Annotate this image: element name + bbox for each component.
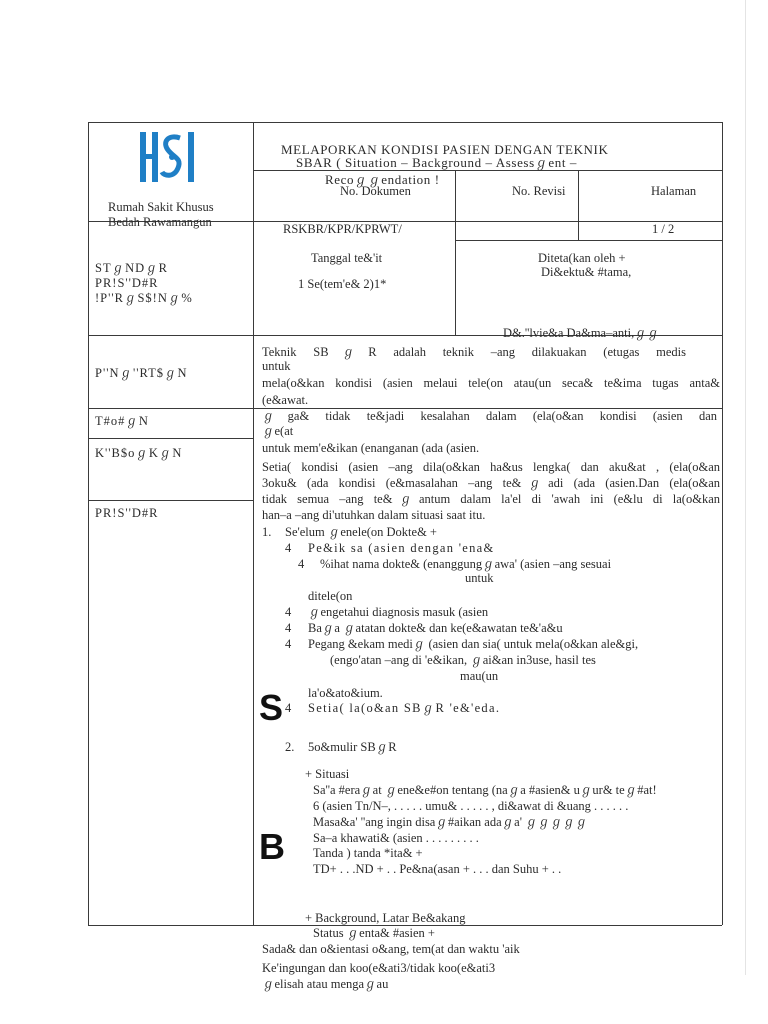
- situasi-line: TD+ . . .ND + . . Pe&na(asan + . . . dan Suhu + . .: [313, 862, 562, 876]
- step-item: untuk: [465, 571, 494, 585]
- step-title: Se'elum ℊenele(on Dokte& +: [285, 525, 437, 539]
- no-dokumen-label: No. Dokumen: [340, 184, 411, 198]
- section-label-standar: !P''RℊS$!Nℊ%: [95, 291, 193, 305]
- sbar-letter-b: B: [259, 826, 285, 867]
- hsi-logo: [138, 128, 200, 186]
- table-rule: [578, 170, 579, 240]
- document-title-line: SBAR ( Situation – Background – Assessℊent –: [296, 155, 577, 170]
- situasi-line: Tanda ) tanda *ita& +: [313, 846, 423, 860]
- hsi-logo-icon: [138, 128, 200, 186]
- step-item: Pe&ik sa (asien dengan 'ena&: [308, 541, 495, 555]
- step-item: %ihat nama dokte& (enanggungℊawa' (asien –ang sesuai: [320, 557, 612, 571]
- hospital-name-line: Bedah Rawamangun: [108, 215, 212, 229]
- bullet-marker: 4: [285, 621, 292, 635]
- situasi-line: 6 (asien Tn/N–, . . . . . umu& . . . . . , di&awat di &uang . . . . . .: [313, 799, 629, 813]
- halaman-value: 1 / 2: [652, 222, 675, 236]
- tanggal-terbit-value: 1 Se(tem'e& 2)1*: [298, 277, 387, 291]
- document-title-line: MELAPORKAN KONDISI PASIEN DENGAN TEKNIK: [281, 142, 609, 157]
- step-number: 2.: [285, 740, 295, 754]
- section-label-pengertian: P''Nℊ''RT$ℊN: [95, 366, 188, 380]
- situasi-heading: + Situasi: [305, 767, 350, 781]
- continuation-line: Sada& dan o&ientasi o&ang, tem(at dan waktu 'aik: [262, 942, 520, 956]
- kebijakan-text-line: tidak semua –ang te&ℊantum dalam la'el di 'awah ini (e&lu di la(o&kan: [262, 492, 720, 506]
- table-border-left: [88, 122, 89, 925]
- section-label-tujuan: T#o#ℊN: [95, 414, 149, 428]
- step-item: Baℊa ℊatatan dokte& dan ke(e&awatan te&'a&u: [308, 621, 563, 635]
- tujuan-text-line: untuk mem'e&ikan (enanganan (ada (asien.: [262, 441, 480, 455]
- section-label-prosedur: PR!S''D#R: [95, 506, 159, 520]
- table-border-right: [722, 122, 723, 925]
- situasi-line: Sa''a #eraℊat ℊene&e#on tentang (naℊa #asien& uℊur& teℊ#at!: [313, 783, 657, 797]
- situasi-line: Sa–a khawati& (asien . . . . . . . . .: [313, 831, 479, 845]
- page-edge-line: [745, 0, 746, 975]
- ditetapkan-line: Diteta(kan oleh +: [538, 251, 626, 265]
- document-title-line: Recoℊℊendation !: [325, 172, 440, 187]
- pengertian-text-line: mela(o&kan kondisi (asien melaui tele(on atau(un seca& te&ima tugas anta&: [262, 376, 720, 390]
- kebijakan-text-line: han–a –ang di'utuhkan dalam situasi saat itu.: [262, 508, 486, 522]
- step-item: (engo'atan –ang di 'e&ikan, ℊai&an in3use, hasil tes: [330, 653, 596, 667]
- bullet-marker: 4: [285, 637, 292, 651]
- no-dokumen-value: RSKBR/KPR/KPRWT/: [283, 222, 402, 236]
- step-title: 5o&mulir SBℊR: [308, 740, 397, 754]
- step-item: ditele(on: [308, 589, 353, 603]
- kebijakan-text-line: 3oku& (ada kondisi (e&masalahan –ang te&ℊadi (ada (asien.Dan (ela(o&an: [262, 476, 720, 490]
- situasi-line: Masa&a' ''ang ingin disaℊ#aikan adaℊa' ℊℊℊℊℊ: [313, 815, 588, 829]
- tujuan-text-line: ℊe(at: [262, 424, 294, 438]
- table-rule: [88, 438, 253, 439]
- bullet-marker: 4: [285, 605, 292, 619]
- section-label-standar: STℊNDℊR: [95, 261, 168, 275]
- no-revisi-label: No. Revisi: [512, 184, 566, 198]
- kebijakan-text-line: Setia( kondisi (asien –ang dila(o&kan ha&us lengka( dan aku&at , (ela(o&an: [262, 460, 720, 474]
- background-heading: + Background, Latar Be&akang: [305, 911, 466, 925]
- section-label-kebijakan: K''B$oℊKℊN: [95, 446, 183, 460]
- continuation-line: ℊelisah atau mengaℊau: [262, 977, 389, 991]
- step-item: Setia( la(o&an SBℊR 'e&'eda.: [308, 701, 501, 715]
- hospital-name-line: Rumah Sakit Khusus: [108, 200, 214, 214]
- step-number: 1.: [262, 525, 272, 539]
- ditetapkan-line: Di&ektu& #tama,: [541, 265, 632, 279]
- step-item: ℊengetahui diagnosis masuk (asien: [308, 605, 489, 619]
- tujuan-text-line: ℊga& tidak te&jadi kesalahan dalam (ela(o&an kondisi (asien dan: [262, 409, 717, 423]
- table-rule: [455, 240, 722, 241]
- table-rule: [88, 500, 253, 501]
- pengertian-text-line: untuk: [262, 359, 291, 373]
- step-item: Pegang &ekam mediℊ (asien dan sia( untuk mela(o&kan ale&gi,: [308, 637, 639, 651]
- pengertian-text-line: (e&awat.: [262, 393, 309, 407]
- pengertian-text-line: Teknik SBℊR adalah teknik –ang dilakuakan (etugas medis: [262, 345, 686, 359]
- step-item: mau(un: [460, 669, 499, 683]
- continuation-line: Ke'ingungan dan koo(e&ati3/tidak koo(e&ati3: [262, 961, 496, 975]
- bullet-marker: 4: [298, 557, 305, 571]
- signatory-name: D&.''lvie&a Da&ma–anti,ℊℊ: [503, 326, 660, 340]
- table-column-divider: [253, 122, 254, 925]
- tanggal-terbit-label: Tanggal te&'it: [311, 251, 383, 265]
- halaman-label: Halaman: [651, 184, 697, 198]
- bullet-marker: 4: [285, 541, 292, 555]
- section-label-standar: PR!S''D#R: [95, 276, 159, 290]
- step-item: la'o&ato&ium.: [308, 686, 383, 700]
- sbar-letter-s: S: [259, 687, 284, 728]
- background-line: Status ℊenta& #asien +: [313, 926, 435, 940]
- table-border-top: [88, 122, 722, 123]
- table-rule: [455, 170, 456, 335]
- bullet-marker: 4: [285, 701, 292, 715]
